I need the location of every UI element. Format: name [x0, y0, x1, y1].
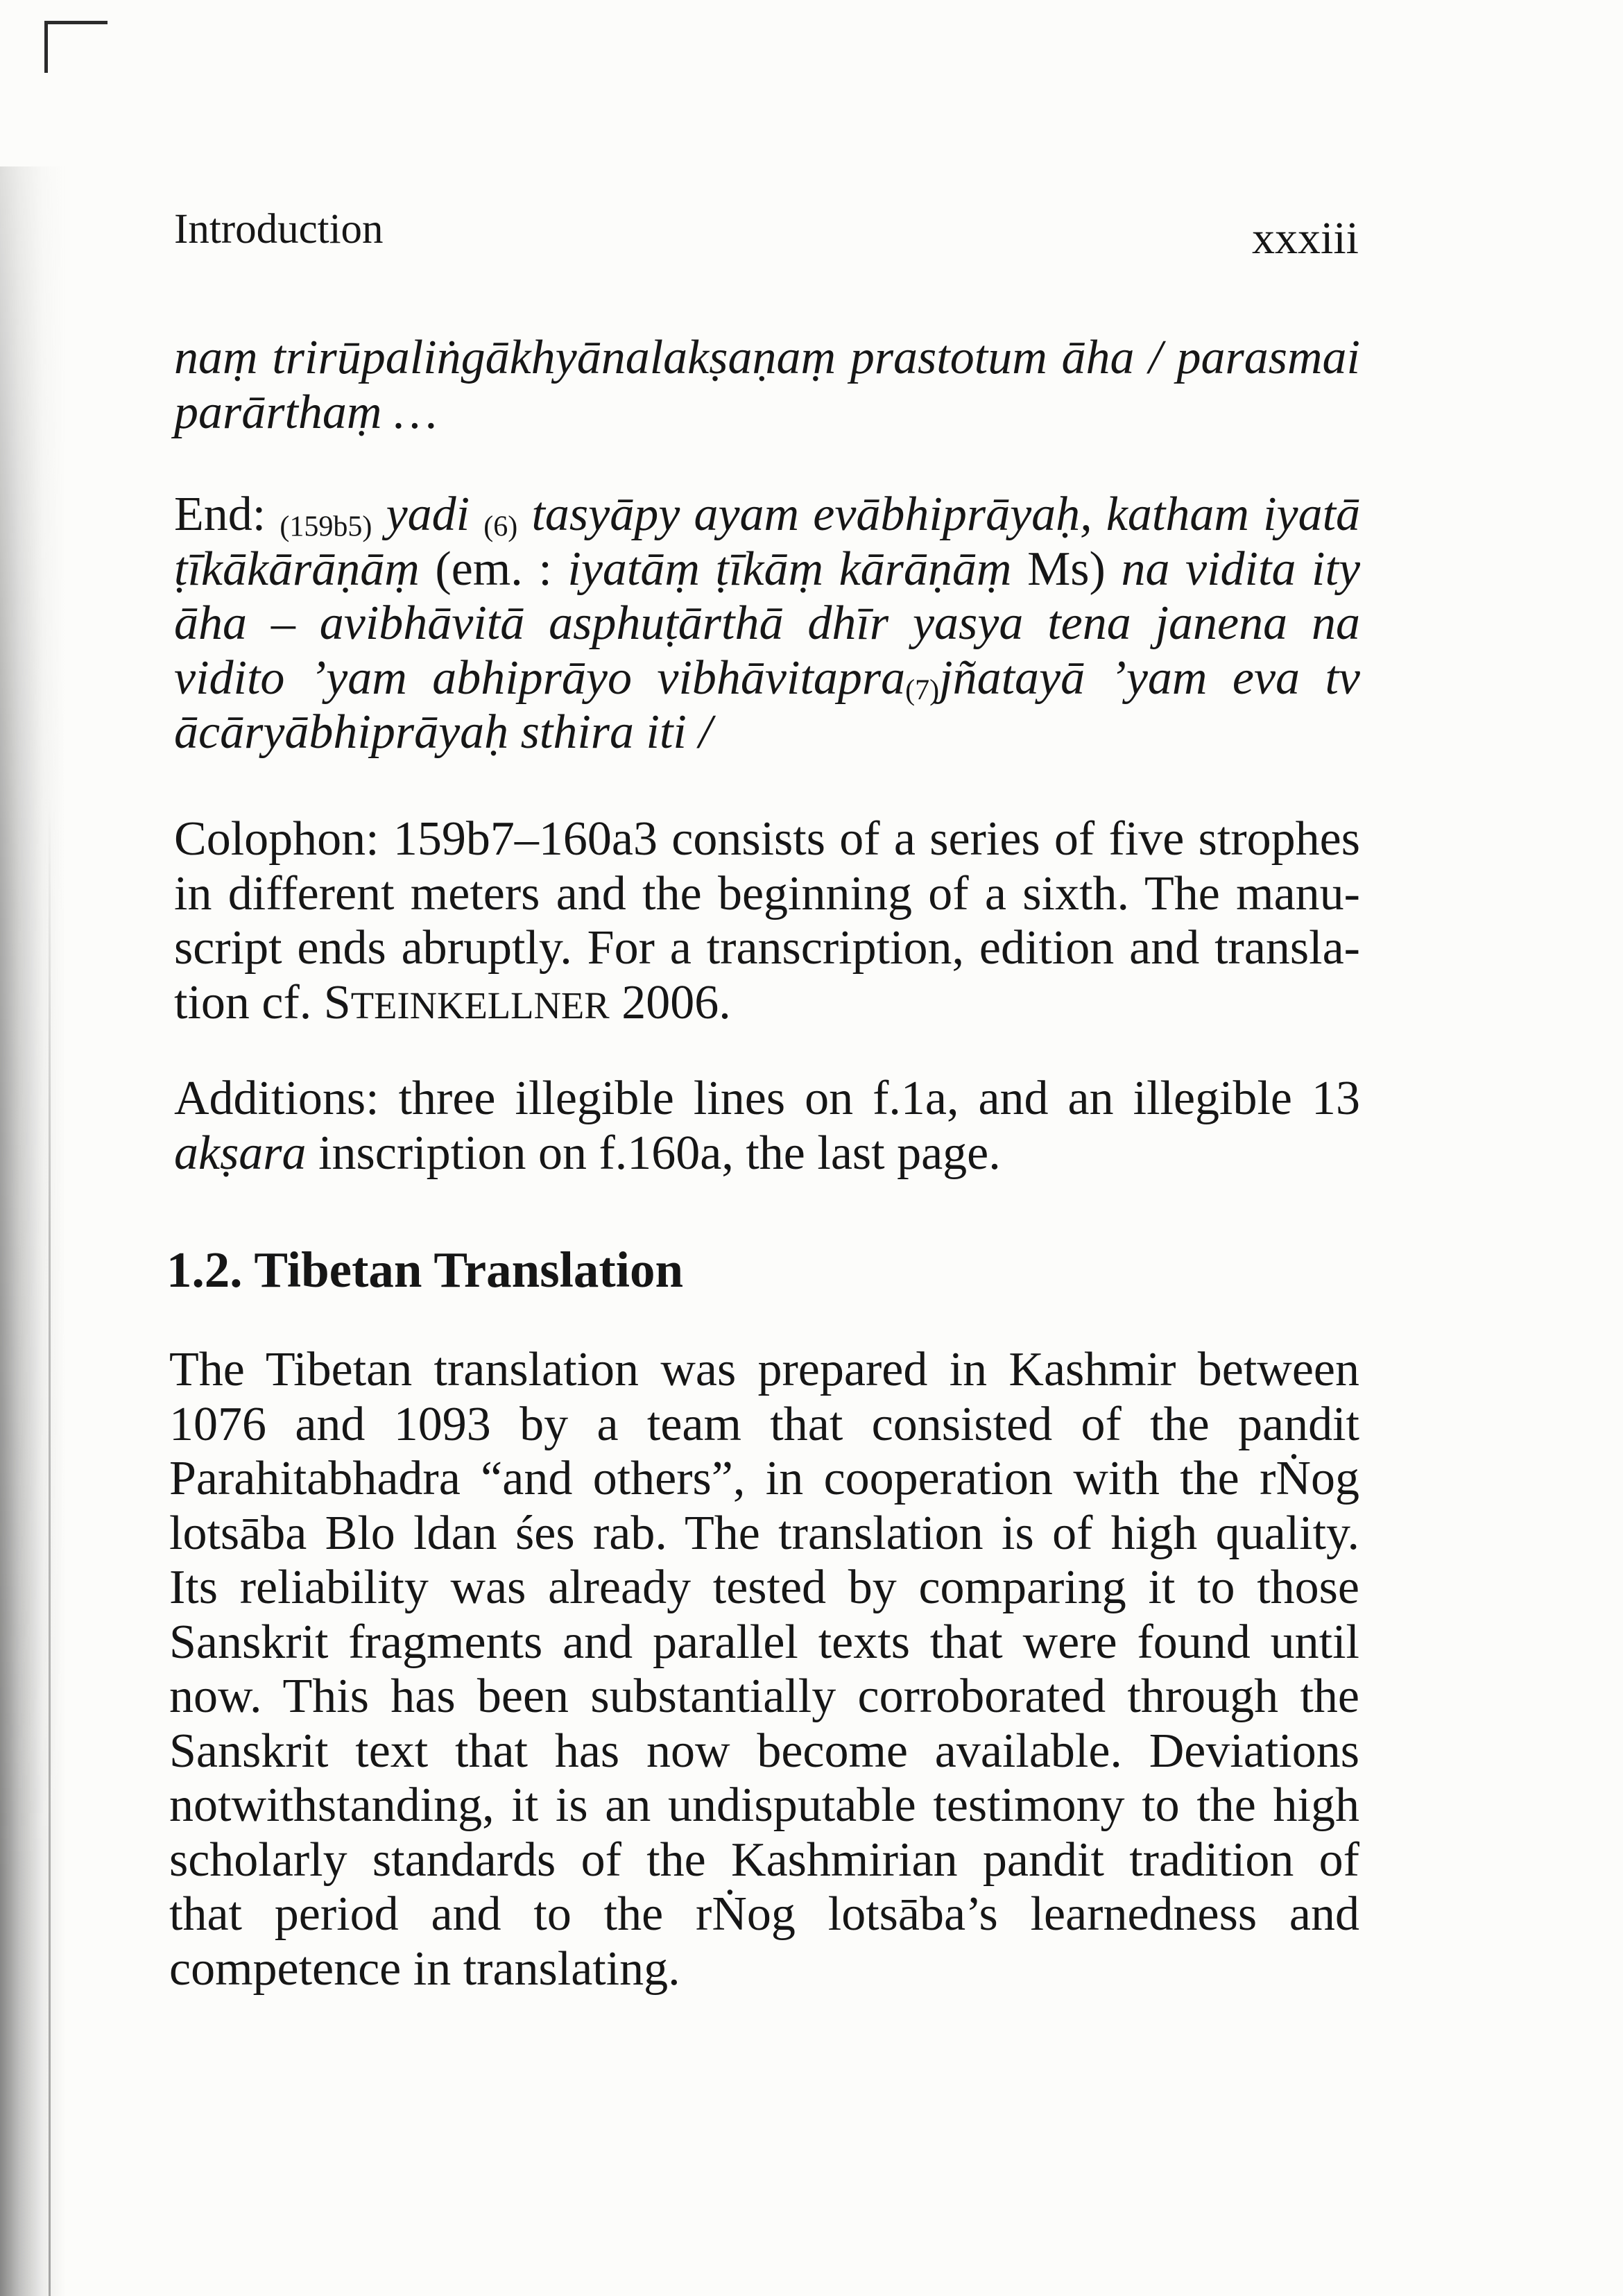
paragraph-line: 1076 and 1093 by a team that consisted of the pandit: [169, 1397, 1359, 1451]
sanskrit-text: na vidita ity: [1121, 542, 1361, 596]
sanskrit-text: iyatāṃ ṭīkāṃ kārāṇāṃ: [567, 542, 1012, 596]
folio-reference: (159b5): [280, 511, 372, 543]
colophon-entry: [174, 812, 1360, 1033]
paragraph-line: The Tibetan translation was prepared in Kashmir between: [169, 1343, 1359, 1396]
line-reference: (6): [483, 511, 518, 543]
colophon-line: [174, 976, 1360, 1034]
end-entry-line: [174, 705, 1360, 760]
reference-year: 2006.: [621, 975, 731, 1029]
sanskrit-text: ācāryābhiprāyaḥ sthira iti /: [174, 705, 712, 759]
editorial-note: Ms): [1027, 542, 1106, 596]
page-number: xxxiii: [1251, 213, 1359, 264]
italic-term: akṣara: [174, 1126, 307, 1180]
sanskrit-text: āha – avibhāvitā asphuṭārthā dhīr yasya tena janena na: [174, 597, 1360, 650]
paragraph-line: Its reliability was already tested by comparing it to those: [169, 1561, 1359, 1614]
crop-mark: [44, 21, 108, 73]
section-paragraph: [169, 1343, 1359, 1996]
sanskrit-text: tasyāpy ayam evābhiprāyaḥ, katham iyatā: [531, 488, 1361, 541]
section-heading: 1.2. Tibetan Translation: [166, 1242, 684, 1298]
paragraph-line: Sanskrit text that has now become available. Deviations: [169, 1724, 1359, 1778]
sanskrit-text: yadi: [386, 488, 470, 541]
end-entry-line: [174, 542, 1360, 597]
end-label: End:: [174, 488, 266, 541]
paragraph-line: now. This has been substantially corroborated through the: [169, 1670, 1359, 1723]
editorial-note: (em. :: [435, 542, 552, 596]
binding-shadow: [0, 166, 66, 2296]
sanskrit-text: jñatayā ’yam eva tv: [939, 651, 1360, 705]
sanskrit-text: vidito ’yam abhiprāyo vibhāvitapra: [174, 651, 906, 705]
paragraph-line: that period and to the rṄog lotsāba’s learnedness and: [169, 1887, 1359, 1941]
paragraph-line: Parahitabhadra “and others”, in cooperation with the rṄog: [169, 1452, 1359, 1505]
colophon-text: tion cf.: [174, 975, 312, 1029]
binding-edge: [49, 798, 51, 2296]
citation-line: parārthaṃ …: [174, 385, 438, 439]
paragraph-line: competence in translating.: [169, 1942, 680, 1996]
additions-text: inscription on f.160a, the last page.: [318, 1126, 1001, 1180]
paragraph-line: Sanskrit fragments and parallel texts that were found until: [169, 1615, 1359, 1669]
end-entry: [174, 488, 1360, 760]
colophon-line: script ends abruptly. For a transcription, edition and transla-: [174, 921, 1360, 975]
paragraph-line: lotsāba Blo ldan śes rab. The translation is of high quality.: [169, 1506, 1359, 1560]
line-reference: (7): [905, 674, 940, 706]
sanskrit-citation: [174, 331, 1360, 440]
end-entry-line: [174, 651, 1360, 706]
author-reference: STEINKELLNER: [323, 975, 610, 1029]
sanskrit-text: ṭīkākārāṇāṃ: [174, 542, 420, 596]
colophon-line: Colophon: 159b7–160a3 consists of a series of five strophes: [174, 812, 1360, 866]
colophon-line: in different meters and the beginning of a sixth. The manu-: [174, 866, 1360, 920]
end-entry-line: [174, 488, 1360, 542]
additions-line: [174, 1072, 1360, 1126]
end-entry-line: [174, 597, 1360, 651]
additions-line: [174, 1126, 1360, 1181]
paragraph-line: scholarly standards of the Kashmirian pandit tradition of: [169, 1833, 1359, 1887]
citation-line: naṃ trirūpaliṅgākhyānalakṣaṇaṃ prastotum āha / parasmai: [174, 331, 1360, 384]
running-head-title: Introduction: [174, 206, 384, 252]
additions-text: Additions: three illegible lines on f.1a, and an illegible 13: [174, 1072, 1360, 1125]
paragraph-line: notwithstanding, it is an undisputable testimony to the high: [169, 1779, 1359, 1832]
additions-entry: [174, 1072, 1360, 1181]
